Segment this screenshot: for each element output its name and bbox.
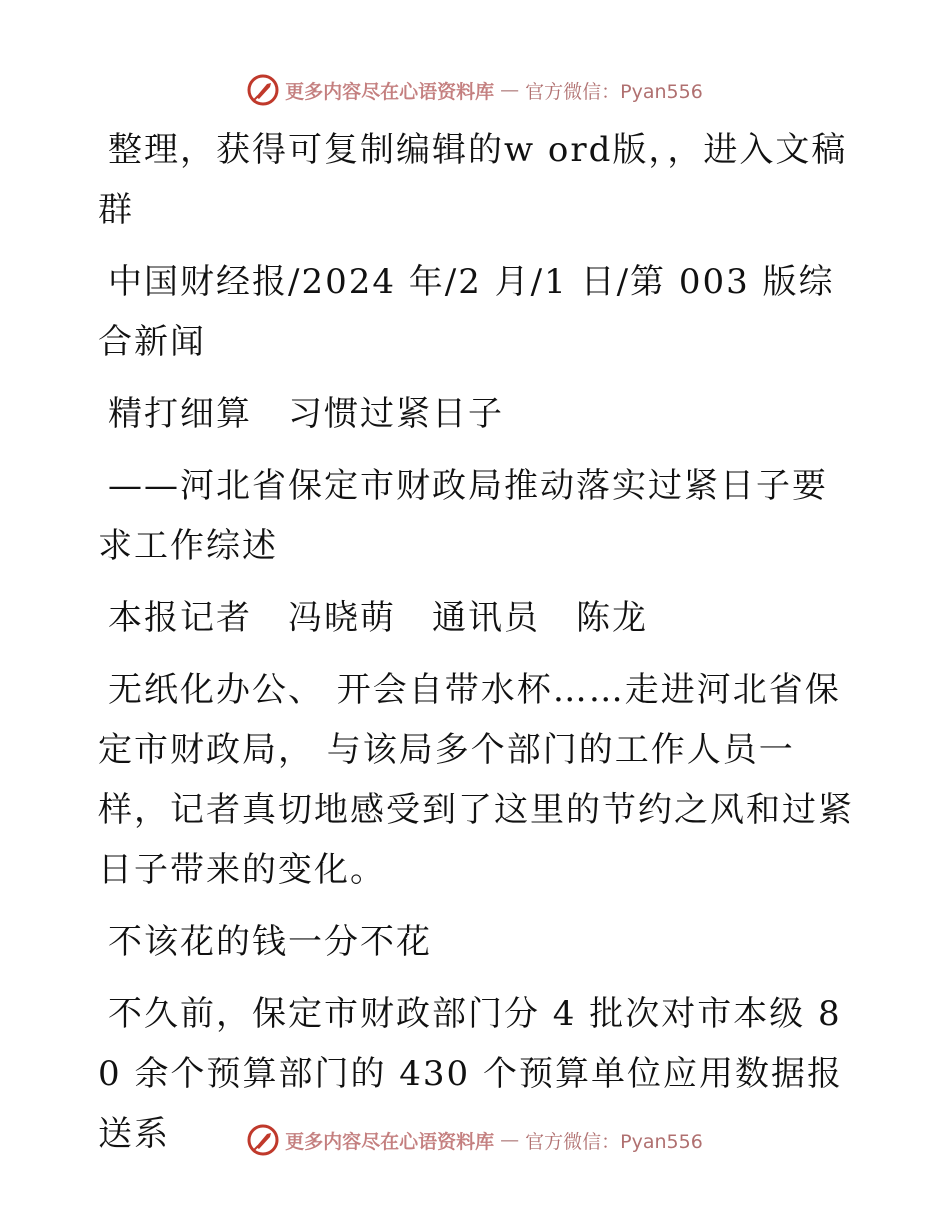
byline: 本报记者 冯晓萌 通讯员 陈龙: [108, 598, 648, 638]
header-banner: [0, 72, 950, 108]
section-heading: 不该花的钱一分不花: [108, 922, 432, 962]
document-body: [98, 120, 858, 1164]
article-subtitle: ——河北省保定市财政局推动落实过紧日子要求工作综述: [98, 466, 828, 566]
banner-separator: —: [500, 79, 520, 101]
feather-quill-logo-icon: [247, 1124, 279, 1156]
article-title: 精打细算 习惯过紧日子: [108, 394, 504, 434]
wechat-contact: 官方微信：Pyan556: [525, 1130, 703, 1153]
paragraph-body: 不久前，保定市财政部门分 4 批次对市本级 80 余个预算部门的 430 个预算单位应用数据报送系: [98, 994, 843, 1154]
feather-quill-logo-icon: [247, 74, 279, 106]
paragraph-intro-note: 整理，获得可复制编辑的w ord版，，进入文稿群: [98, 130, 848, 230]
paragraph-lead: 无纸化办公、 开会自带水杯……走进河北省保定市财政局， 与该局多个部门的工作人员一样，记者真切地感受到了这里的节约之风和过紧日子带来的变化。: [98, 670, 854, 890]
banner-separator: —: [500, 1129, 520, 1151]
banner-text: 更多内容尽在心语资料库: [285, 1130, 495, 1153]
footer-banner: [0, 1122, 950, 1158]
wechat-contact: 官方微信：Pyan556: [525, 80, 703, 103]
banner-text: 更多内容尽在心语资料库: [285, 80, 495, 103]
paragraph-source-line: 中国财经报/2024 年/2 月/1 日/第 003 版综合新闻: [98, 262, 835, 362]
